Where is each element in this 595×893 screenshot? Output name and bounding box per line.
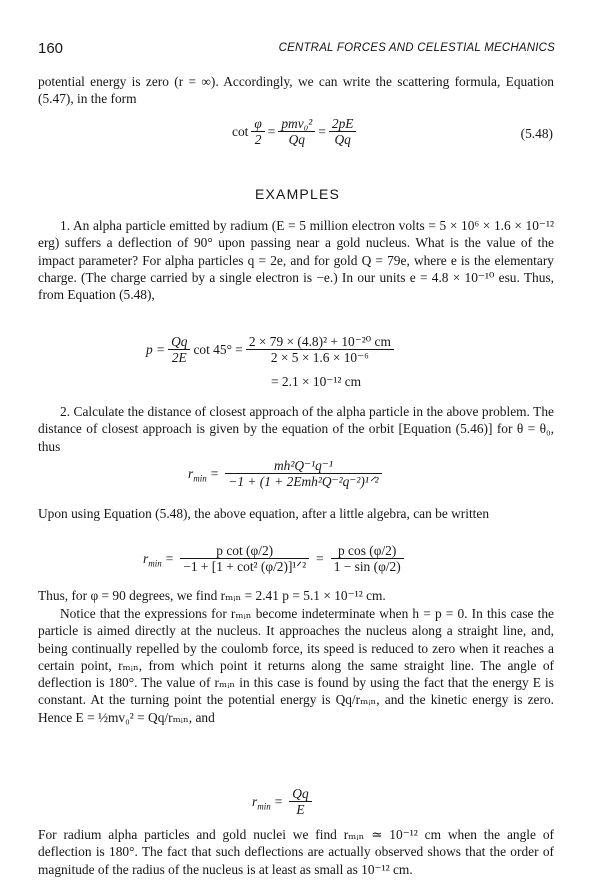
running-header <box>38 40 555 60</box>
rmin-lhs <box>143 551 162 567</box>
example-2-text-3: Thus, for φ = 90 degrees, we find rₘᵢₙ = 2.41 p = 5.1 × 10⁻¹² cm. <box>38 588 386 603</box>
eq-frac-num: 2 × 79 × (4.8)² + 10⁻²⁰ cm <box>246 334 394 350</box>
rmin-equation-3 <box>252 786 315 817</box>
eq-equals: = <box>210 465 219 481</box>
eq-cot: cot <box>232 123 249 139</box>
eq-mid-fraction <box>278 116 315 147</box>
eq-frac-num: pmv₀² <box>278 116 315 132</box>
rmin-equation-1 <box>188 458 385 489</box>
eq-frac-den: Qq <box>288 132 306 147</box>
example-2-text: 2. Calculate the distance of closest approach of the alpha particle in the above problem. The distance of closest approach is given by the equation of the orbit [Equation (5.46)] for θ = θ₀, thus <box>38 404 554 454</box>
eq-frac-num: p cos (φ/2) <box>331 543 404 559</box>
eq-frac-den: E <box>296 802 305 817</box>
rmin-subscript: min <box>148 558 162 569</box>
eq-equals-2: = <box>318 123 326 139</box>
eq-frac-den: 2E <box>171 350 187 365</box>
rmin-symbol: r <box>188 465 194 481</box>
eq-frac-num: φ <box>251 116 264 132</box>
running-title: CENTRAL FORCES AND CELESTIAL MECHANICS <box>278 42 555 54</box>
section-heading: EXAMPLES <box>254 186 341 202</box>
rmin-lhs <box>252 794 271 810</box>
eq-frac-num: p cot (φ/2) <box>180 543 309 559</box>
rmin-symbol: r <box>143 550 149 566</box>
intro-paragraph: potential energy is zero (r = ∞). Accordingly, we can write the scattering formula, Equation (5.47), in the form <box>38 74 554 107</box>
rmin-fraction-3 <box>289 786 311 817</box>
example-2-text-2: Upon using Equation (5.48), the above equation, after a little algebra, can be written <box>38 506 490 521</box>
rmin-subscript: min <box>193 473 207 484</box>
eq-frac-den: Qq <box>334 132 351 147</box>
rmin-fraction <box>225 458 381 489</box>
eq-frac-den: 2 × 5 × 1.6 × 10⁻⁶ <box>270 350 369 365</box>
p-value-fraction <box>246 334 394 365</box>
eq-frac-den: −1 + (1 + 2Emh²Q⁻²q⁻²)¹ᐟ² <box>228 474 379 489</box>
rmin-lhs <box>188 466 207 482</box>
rmin-equation-2 <box>143 543 407 574</box>
rmin-fraction-b <box>331 543 404 574</box>
eq-rhs-fraction <box>329 116 357 147</box>
equation-5-48 <box>232 116 359 147</box>
eq-frac-num: mh²Q⁻¹q⁻¹ <box>225 458 381 474</box>
page-number: 160 <box>38 40 64 57</box>
example-2-text-5: For radium alpha particles and gold nuclei we find rₘᵢₙ ≃ 10⁻¹² cm when the angle of deflection is 180°. The fact that such deflections are actually observed shows that the order of magnitude of the radius of the nucleus is at least as small as 10⁻¹² cm. <box>38 827 554 877</box>
eq-frac-den: 1 − sin (φ/2) <box>333 559 401 574</box>
equation-number: (5.48) <box>520 126 553 141</box>
rmin-subscript: min <box>257 801 271 812</box>
eq-frac-num: Qq <box>168 334 190 350</box>
eq-equals: = <box>316 550 324 566</box>
example-1-text: 1. An alpha particle emitted by radium (E = 5 million electron volts = 5 × 10⁶ × 1.6 × 10⁻¹² erg) suffers a deflection of 90° upon passing near a gold nucleus. What is the value of the impact parameter? For alpha particles q = 2e, and for gold Q = 79e, where e is the elementary charge. (The charge carried by a single electron is −e.) In our units e = 4.8 × 10⁻¹⁰ esu. Thus, from Equation (5.48), <box>38 218 554 303</box>
p-result: = 2.1 × 10⁻¹² cm <box>271 374 362 389</box>
eq-phi-over-2 <box>251 116 264 147</box>
eq-frac-num: Qq <box>289 786 311 802</box>
p-fraction <box>168 334 190 365</box>
example-2-text-4: Notice that the expressions for rₘᵢₙ become indeterminate when h = p = 0. In this case the particle is aimed directly at the nucleus. It approaches the nucleus along a straight line, and, being continually repelled by the coulomb force, its speed is reduced to zero when it reaches a certain point, rₘᵢₙ, from which point it returns along the same straight line. The angle of deflection is 180°. The value of rₘᵢₙ in this case is found by using the fact that the energy E is constant. At the turning point the potential energy is Qq/rₘᵢₙ, and the kinetic energy is zero. Hence E = ½mv₀² = Qq/rₘᵢₙ, and <box>38 606 554 725</box>
eq-equals: = <box>274 793 283 809</box>
eq-frac-den: −1 + [1 + cot² (φ/2)]¹ᐟ² <box>183 559 307 574</box>
eq-frac-den: 2 <box>254 132 262 147</box>
eq-equals-1: = <box>267 123 276 139</box>
eq-frac-num: 2pE <box>329 116 357 132</box>
rmin-symbol: r <box>252 793 258 809</box>
p-lhs: p = <box>146 341 166 357</box>
p-cot: cot 45° = <box>193 341 243 357</box>
eq-equals: = <box>165 550 174 566</box>
impact-parameter-equation <box>146 334 397 365</box>
rmin-fraction-a <box>180 543 309 574</box>
